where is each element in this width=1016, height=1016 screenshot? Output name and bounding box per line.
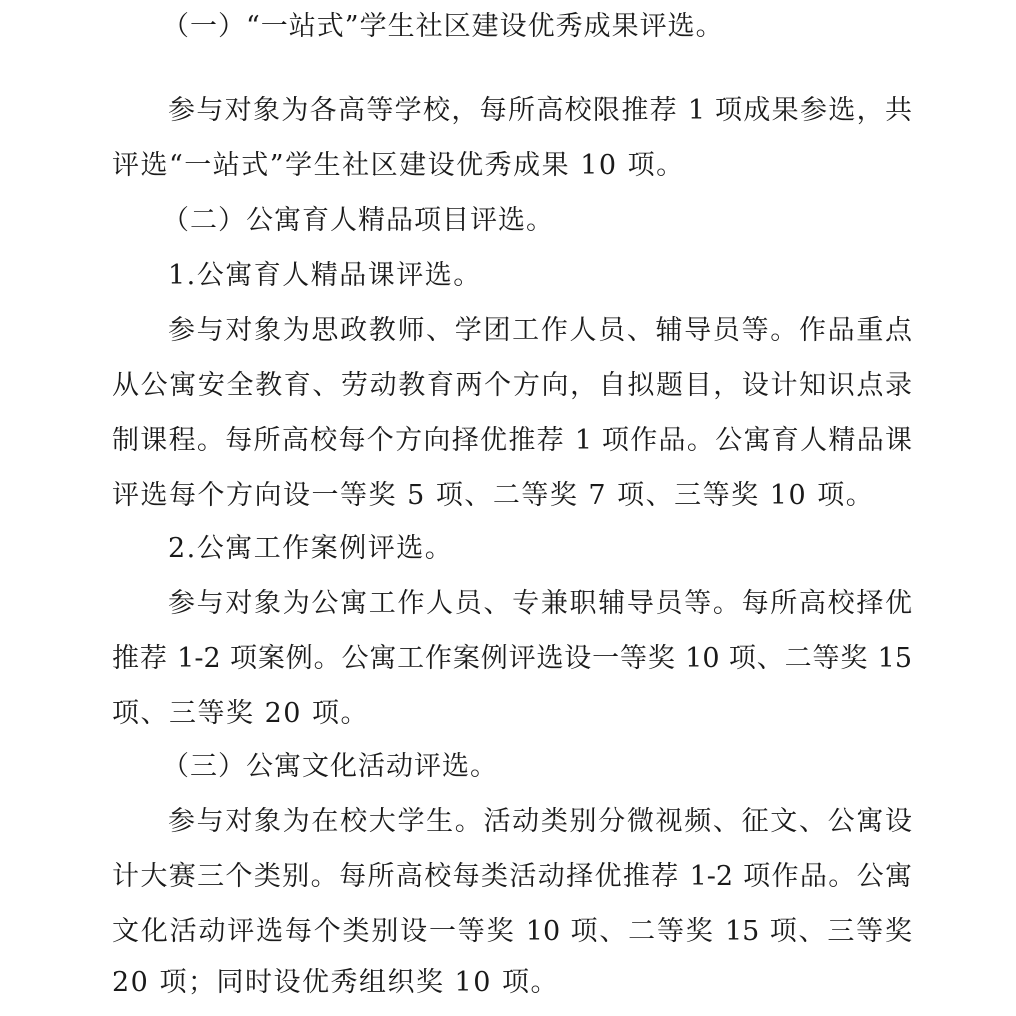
subsection-2-1-para-line-4: 评选每个方向设一等奖 5 项、二等奖 7 项、三等奖 10 项。	[112, 480, 875, 511]
section-1-heading: （一）“一站式”学生社区建设优秀成果评选。	[162, 11, 724, 42]
section-1-para-line-1: 参与对象为各高等学校，每所高校限推荐 1 项成果参选，共	[168, 95, 912, 126]
subsection-2-2-para-line-3: 项、三等奖 20 项。	[112, 698, 370, 729]
section-3-para-line-1: 参与对象为在校大学生。活动类别分微视频、征文、公寓设	[168, 806, 912, 837]
section-3-para-line-2: 计大赛三个类别。每所高校每类活动择优推荐 1-2 项作品。公寓	[112, 861, 912, 892]
subsection-2-1-para-line-2: 从公寓安全教育、劳动教育两个方向，自拟题目，设计知识点录	[112, 370, 912, 401]
subsection-2-1-heading: 1.公寓育人精品课评选。	[168, 260, 482, 291]
section-3-heading: （三）公寓文化活动评选。	[162, 751, 498, 782]
subsection-2-2-heading: 2.公寓工作案例评选。	[168, 533, 454, 564]
section-1-para-line-2: 评选“一站式”学生社区建设优秀成果 10 项。	[112, 150, 685, 181]
section-3-para-line-3: 文化活动评选每个类别设一等奖 10 项、二等奖 15 项、三等奖	[112, 916, 912, 947]
subsection-2-1-para-line-1: 参与对象为思政教师、学团工作人员、辅导员等。作品重点	[168, 315, 912, 346]
section-3-para-line-4: 20 项；同时设优秀组织奖 10 项。	[112, 967, 559, 998]
subsection-2-2-para-line-1: 参与对象为公寓工作人员、专兼职辅导员等。每所高校择优	[168, 588, 912, 619]
section-2-heading: （二）公寓育人精品项目评选。	[162, 205, 554, 236]
subsection-2-2-para-line-2: 推荐 1-2 项案例。公寓工作案例评选设一等奖 10 项、二等奖 15	[112, 643, 912, 674]
subsection-2-1-para-line-3: 制课程。每所高校每个方向择优推荐 1 项作品。公寓育人精品课	[112, 425, 912, 456]
